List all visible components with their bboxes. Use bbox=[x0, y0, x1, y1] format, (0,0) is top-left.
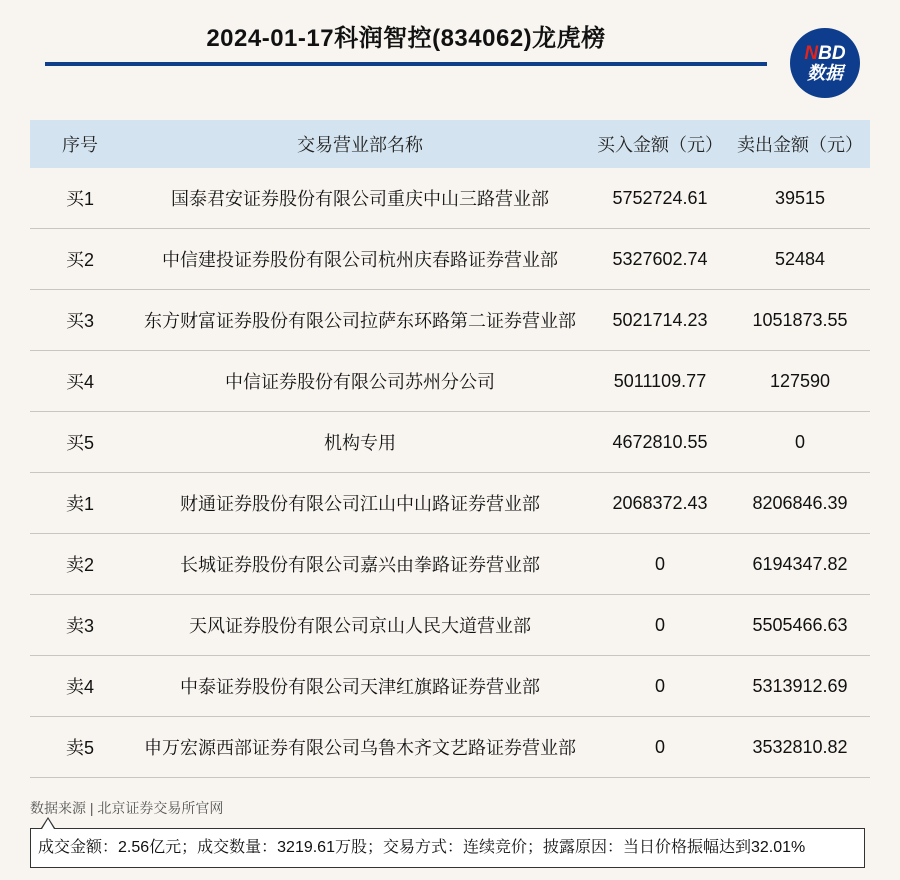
nbd-logo bbox=[790, 28, 860, 98]
table-row bbox=[30, 717, 870, 778]
cell-seq: 卖1 bbox=[30, 473, 130, 534]
cell-seq: 买1 bbox=[30, 168, 130, 229]
cell-seq: 买5 bbox=[30, 412, 130, 473]
cell-name: 财通证券股份有限公司江山中山路证券营业部 bbox=[130, 473, 590, 534]
cell-sell: 5313912.69 bbox=[730, 656, 870, 717]
logo-bd: BD bbox=[818, 43, 846, 64]
logo-text-top bbox=[804, 44, 845, 63]
table-row bbox=[30, 534, 870, 595]
cell-buy: 4672810.55 bbox=[590, 412, 730, 473]
table-row bbox=[30, 351, 870, 412]
cell-sell: 1051873.55 bbox=[730, 290, 870, 351]
callout-pointer-fill bbox=[42, 819, 54, 829]
data-source-note: 数据来源 | 北京证券交易所官网 bbox=[30, 800, 224, 816]
cell-buy: 5011109.77 bbox=[590, 351, 730, 412]
cell-buy: 5327602.74 bbox=[590, 229, 730, 290]
cell-seq: 买4 bbox=[30, 351, 130, 412]
table-row bbox=[30, 168, 870, 229]
trade-summary-box: 成交金额：2.56亿元；成交数量：3219.61万股；交易方式：连续竞价；披露原因：当日价格振幅达到32.01% bbox=[30, 828, 865, 868]
cell-name: 天风证券股份有限公司京山人民大道营业部 bbox=[130, 595, 590, 656]
table-row bbox=[30, 290, 870, 351]
table-row bbox=[30, 412, 870, 473]
cell-name: 中信证券股份有限公司苏州分公司 bbox=[130, 351, 590, 412]
cell-buy: 0 bbox=[590, 717, 730, 778]
cell-sell: 3532810.82 bbox=[730, 717, 870, 778]
cell-seq: 买2 bbox=[30, 229, 130, 290]
dragon-tiger-table bbox=[30, 120, 870, 778]
page-title: 2024-01-17科润智控(834062)龙虎榜 bbox=[206, 25, 606, 52]
cell-sell: 0 bbox=[730, 412, 870, 473]
column-header-name: 交易营业部名称 bbox=[130, 120, 590, 168]
cell-buy: 2068372.43 bbox=[590, 473, 730, 534]
cell-seq: 卖5 bbox=[30, 717, 130, 778]
cell-seq: 买3 bbox=[30, 290, 130, 351]
column-header-sell: 卖出金额（元） bbox=[730, 120, 870, 168]
cell-buy: 5021714.23 bbox=[590, 290, 730, 351]
cell-seq: 卖2 bbox=[30, 534, 130, 595]
table-row bbox=[30, 656, 870, 717]
cell-seq: 卖3 bbox=[30, 595, 130, 656]
cell-sell: 5505466.63 bbox=[730, 595, 870, 656]
cell-buy: 0 bbox=[590, 656, 730, 717]
cell-seq: 卖4 bbox=[30, 656, 130, 717]
table-row bbox=[30, 229, 870, 290]
cell-sell: 39515 bbox=[730, 168, 870, 229]
column-header-buy: 买入金额（元） bbox=[590, 120, 730, 168]
column-header-seq: 序号 bbox=[30, 120, 130, 168]
cell-sell: 8206846.39 bbox=[730, 473, 870, 534]
cell-sell: 6194347.82 bbox=[730, 534, 870, 595]
table-header-row bbox=[30, 120, 870, 168]
cell-name: 机构专用 bbox=[130, 412, 590, 473]
title-underline bbox=[45, 62, 767, 66]
cell-name: 中信建投证券股份有限公司杭州庆春路证券营业部 bbox=[130, 229, 590, 290]
table-row bbox=[30, 473, 870, 534]
cell-name: 长城证券股份有限公司嘉兴由拳路证券营业部 bbox=[130, 534, 590, 595]
cell-sell: 127590 bbox=[730, 351, 870, 412]
logo-text-bottom: 数据 bbox=[807, 63, 843, 83]
cell-sell: 52484 bbox=[730, 229, 870, 290]
table-row bbox=[30, 595, 870, 656]
cell-name: 东方财富证券股份有限公司拉萨东环路第二证券营业部 bbox=[130, 290, 590, 351]
cell-name: 申万宏源西部证券有限公司乌鲁木齐文艺路证券营业部 bbox=[130, 717, 590, 778]
cell-name: 中泰证券股份有限公司天津红旗路证券营业部 bbox=[130, 656, 590, 717]
cell-buy: 0 bbox=[590, 595, 730, 656]
cell-name: 国泰君安证券股份有限公司重庆中山三路营业部 bbox=[130, 168, 590, 229]
logo-n: N bbox=[804, 43, 819, 64]
cell-buy: 5752724.61 bbox=[590, 168, 730, 229]
cell-buy: 0 bbox=[590, 534, 730, 595]
